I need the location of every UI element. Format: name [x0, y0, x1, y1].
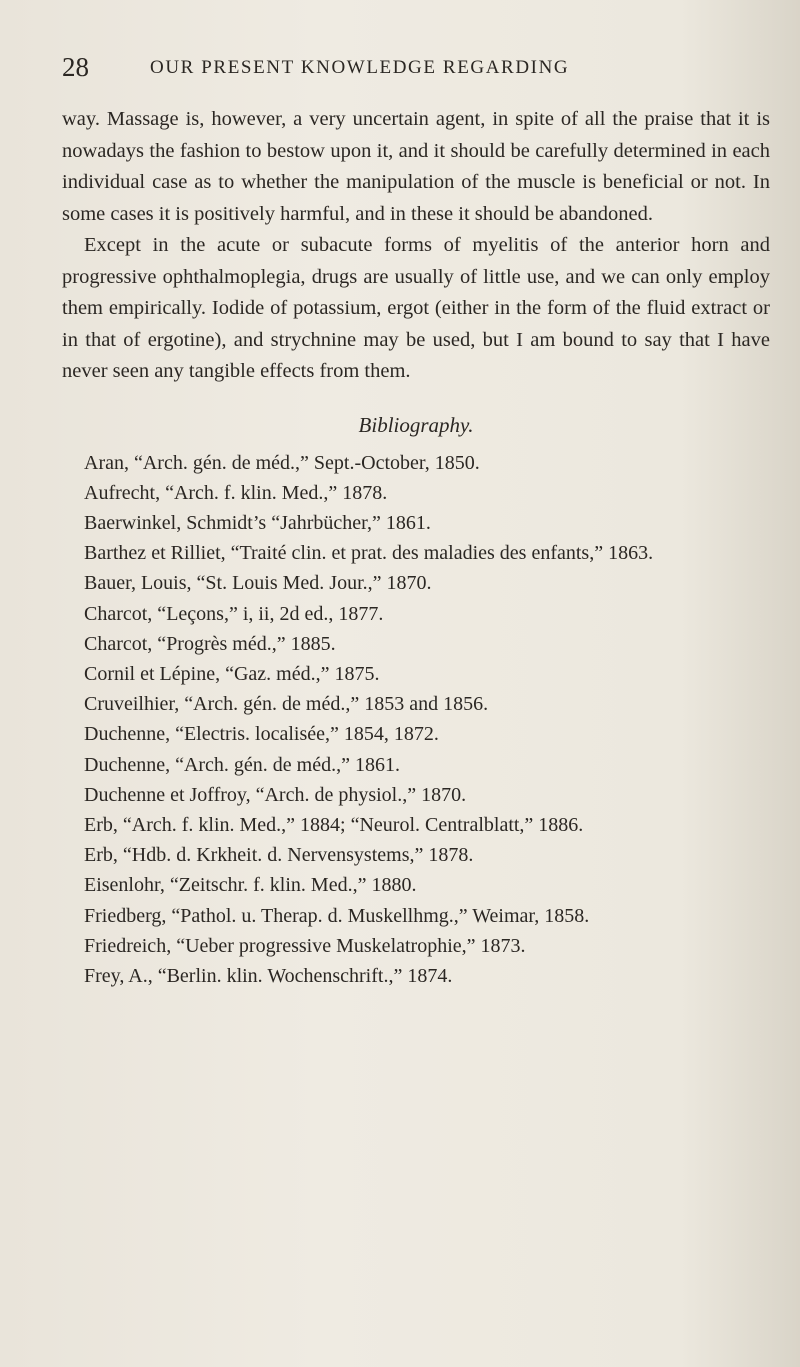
page-number: 28: [62, 52, 89, 82]
paragraph: Except in the acute or subacute forms of myelitis of the anterior horn and progressive ophthalmoplegia, drugs are usually of little use, and we can only employ them empirically. Iodide of potassium, ergot (either in the form of the fluid extract or in that of ergotine), and strychnine may be used, but I am bound to say that I have never seen any tangible effects from them.: [62, 234, 770, 382]
bibliography-entry: Erb, “Hdb. d. Krkheit. d. Nervensystems,” 1878.: [84, 844, 474, 867]
bibliography-entry: Duchenne et Joffroy, “Arch. de physiol.,” 1870.: [84, 783, 467, 806]
bibliography-entry: Duchenne, “Electris. localisée,” 1854, 1872.: [84, 723, 439, 746]
bibliography-entry: Barthez et Rilliet, “Traité clin. et prat. des maladies des enfants,” 1863.: [84, 542, 654, 565]
bibliography-entry: Frey, A., “Berlin. klin. Wochenschrift.,” 1874.: [84, 964, 453, 987]
bibliography-entry: Aran, “Arch. gén. de méd.,” Sept.-October, 1850.: [84, 451, 480, 474]
bibliography-entry: Cruveilhier, “Arch. gén. de méd.,” 1853 and 1856.: [84, 693, 489, 716]
bibliography-entry: Friedreich, “Ueber progressive Muskelatrophie,” 1873.: [84, 934, 526, 957]
bibliography-entry: Charcot, “Leçons,” i, ii, 2d ed., 1877.: [84, 602, 384, 625]
bibliography-entry: Duchenne, “Arch. gén. de méd.,” 1861.: [84, 753, 400, 776]
bibliography-entry: Eisenlohr, “Zeitschr. f. klin. Med.,” 1880.: [84, 874, 417, 897]
bibliography-entry: Baerwinkel, Schmidt’s “Jahrbücher,” 1861.: [84, 511, 431, 534]
bibliography-entry: Aufrecht, “Arch. f. klin. Med.,” 1878.: [84, 481, 388, 504]
bibliography-list: [62, 448, 770, 992]
bibliography-entry: Bauer, Louis, “St. Louis Med. Jour.,” 1870.: [84, 572, 432, 595]
bibliography-title: Bibliography.: [358, 412, 474, 437]
page-header: [62, 52, 762, 86]
bibliography-entry: Cornil et Lépine, “Gaz. méd.,” 1875.: [84, 662, 380, 685]
paragraph: way. Massage is, however, a very uncertain agent, in spite of all the praise that it is nowadays the fashion to bestow upon it, and it should be carefully determined in each individual case as to whether the manipulation of the muscle is beneficial or not. In some cases it is positively harmful, and in these it should be abandoned.: [62, 108, 770, 225]
bibliography-entry: Charcot, “Progrès méd.,” 1885.: [84, 632, 336, 655]
bibliography-entry: Friedberg, “Pathol. u. Therap. d. Muskellhmg.,” Weimar, 1858.: [84, 904, 590, 927]
running-head: OUR PRESENT KNOWLEDGE REGARDING: [150, 57, 570, 78]
bibliography-entry: Erb, “Arch. f. klin. Med.,” 1884; “Neurol. Centralblatt,” 1886.: [84, 813, 584, 836]
body-text: [62, 104, 770, 991]
